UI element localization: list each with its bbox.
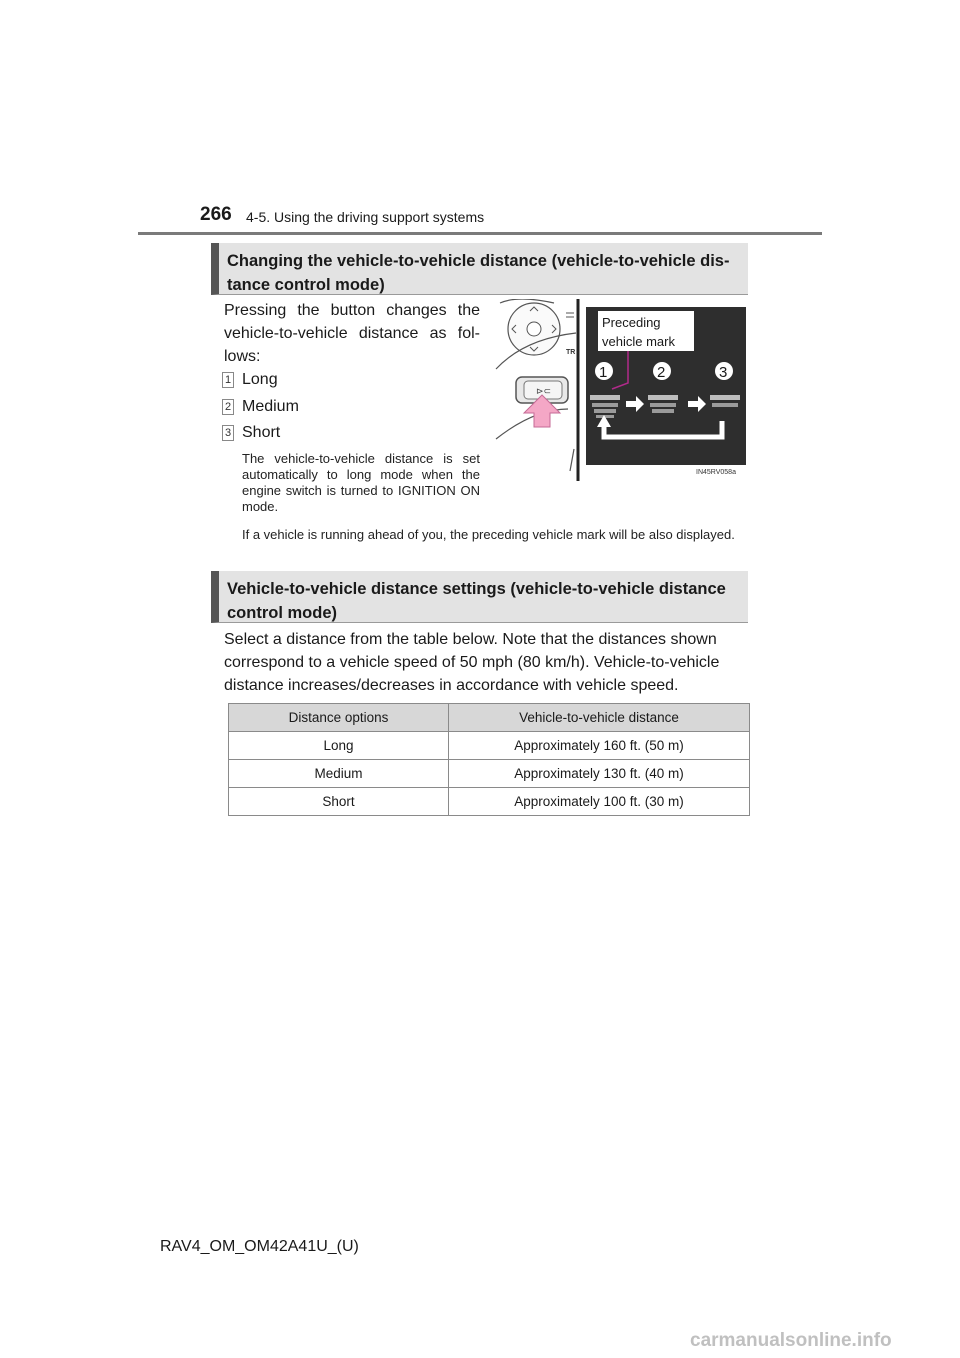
- note-default-mode: The vehicle-to-vehicle distance is set automatically to long mode when the engine switch is turned to IGNITION ON mode.: [242, 451, 480, 514]
- table-cell: Approximately 100 ft. (30 m): [449, 788, 750, 816]
- column-header: Distance options: [229, 704, 449, 732]
- list-item-label: Short: [242, 424, 281, 441]
- distance-display-medium: [648, 395, 678, 413]
- footer-code: RAV4_OM_OM42A41U_(U): [160, 1238, 359, 1255]
- step-number-2: 2: [222, 399, 234, 415]
- section-title: 4-5. Using the driving support systems: [246, 209, 485, 225]
- table-row: [229, 788, 750, 816]
- table-header-row: [229, 704, 750, 732]
- list-item-label: Medium: [242, 398, 299, 415]
- svg-text:1: 1: [599, 364, 608, 381]
- header-divider: [138, 232, 822, 235]
- callout-line-1: Preceding: [602, 315, 661, 330]
- table-cell: Medium: [229, 760, 449, 788]
- table-cell: Short: [229, 788, 449, 816]
- page-number: 266: [200, 204, 232, 225]
- section-heading-distance-mode: Changing the vehicle-to-vehicle distance (vehicle-to-vehicle dis-tance control mode): [211, 243, 748, 295]
- svg-text:⊳⊂: ⊳⊂: [536, 386, 552, 396]
- table-row: [229, 732, 750, 760]
- tr-label: TR: [566, 349, 576, 356]
- step-number-3: 3: [222, 425, 234, 441]
- distance-table: [228, 703, 750, 816]
- distance-paragraph: Select a distance from the table below. Note that the distances shown correspond to a vehicle speed of 50 mph (80 km/h). Vehicle-to-vehicle distance increases/decreases in accordance with vehicle speed.: [224, 631, 720, 694]
- table-cell: Approximately 130 ft. (40 m): [449, 760, 750, 788]
- watermark: carmanualsonline.info: [690, 1330, 892, 1351]
- intro-paragraph: Pressing the button changes the vehicle-to-vehicle distance as fol-lows:: [224, 302, 480, 365]
- list-item: [222, 423, 280, 443]
- list-item: [222, 397, 299, 417]
- svg-text:3: 3: [719, 364, 728, 381]
- note-preceding-vehicle: If a vehicle is running ahead of you, the preceding vehicle mark will be also displayed.: [242, 527, 735, 542]
- svg-text:2: 2: [657, 364, 666, 381]
- column-header: Vehicle-to-vehicle distance: [449, 704, 750, 732]
- list-item-label: Long: [242, 371, 278, 388]
- step-number-1: 1: [222, 372, 234, 388]
- section-heading-distance-settings: Vehicle-to-vehicle distance settings (vehicle-to-vehicle distance control mode): [211, 571, 748, 623]
- callout-line-2: vehicle mark: [602, 334, 675, 349]
- list-item: [222, 370, 278, 390]
- distance-button-illustration: [494, 299, 748, 481]
- image-code: IN45RV058a: [696, 469, 736, 476]
- table-row: [229, 760, 750, 788]
- table-cell: Long: [229, 732, 449, 760]
- table-cell: Approximately 160 ft. (50 m): [449, 732, 750, 760]
